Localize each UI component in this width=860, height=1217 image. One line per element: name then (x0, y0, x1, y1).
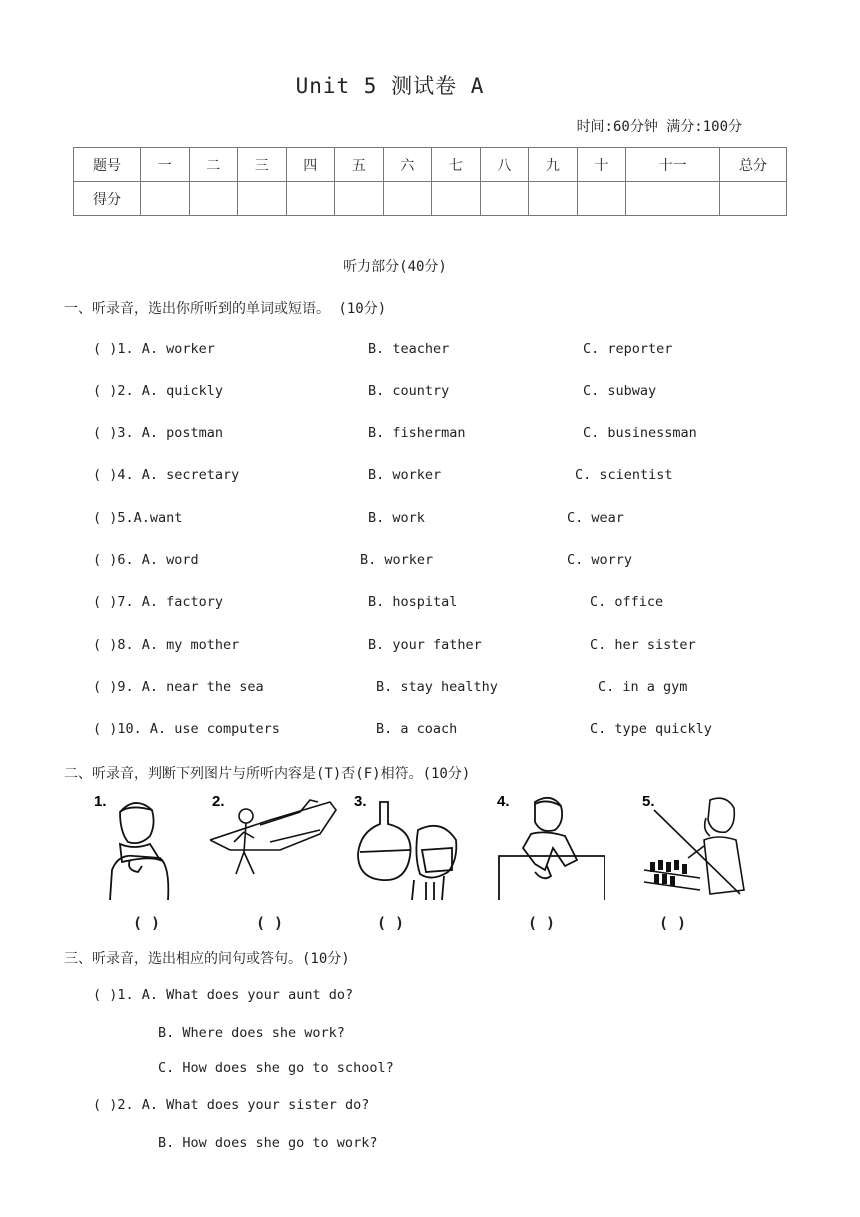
table-cell: 总分 (720, 148, 787, 182)
question-3-option-b[interactable]: B. fisherman (368, 425, 466, 441)
score-table-header-row (74, 148, 787, 182)
score-input-cell[interactable] (238, 182, 287, 216)
table-cell: 题号 (74, 148, 141, 182)
question-4-option-b[interactable]: B. worker (368, 467, 442, 483)
picture-1-answer-paren[interactable]: ( ) (133, 914, 161, 932)
time-and-score-info: 时间:60分钟 满分:100分 (576, 119, 742, 135)
score-table-score-row (74, 182, 787, 216)
section3-question-1-option-b[interactable]: B. Where does she work? (158, 1025, 345, 1041)
question-6-option-a[interactable]: ( )6. A. word (93, 552, 199, 568)
question-7-option-b[interactable]: B. hospital (368, 594, 458, 610)
question-5-option-c[interactable]: C. wear (567, 510, 624, 526)
factory-worker-icon (495, 790, 605, 905)
table-cell: 十 (577, 148, 626, 182)
picture-4-answer-paren[interactable]: ( ) (528, 914, 556, 932)
table-cell: 六 (383, 148, 432, 182)
section3-question-1-option-c[interactable]: C. How does she go to school? (158, 1060, 394, 1076)
question-4-option-a[interactable]: ( )4. A. secretary (93, 467, 240, 483)
question-8-option-a[interactable]: ( )8. A. my mother (93, 637, 240, 653)
question-4-option-c[interactable]: C. scientist (575, 467, 673, 483)
question-6-option-b[interactable]: B. worker (360, 552, 434, 568)
question-9-option-a[interactable]: ( )9. A. near the sea (93, 679, 264, 695)
score-input-cell[interactable] (141, 182, 190, 216)
question-2-option-a[interactable]: ( )2. A. quickly (93, 383, 224, 399)
section3-question-2-option-a[interactable]: ( )2. A. What does your sister do? (93, 1097, 370, 1113)
picture-1-number: 1. (94, 793, 107, 810)
pilot-and-airplane-icon (210, 790, 340, 905)
table-cell: 五 (335, 148, 384, 182)
bottling-worker-icon (640, 790, 750, 905)
section3-heading: 三、听录音，选出相应的问句或答句。(10分) (64, 951, 350, 967)
table-cell: 三 (238, 148, 287, 182)
question-7-option-a[interactable]: ( )7. A. factory (93, 594, 224, 610)
table-cell: 二 (189, 148, 238, 182)
question-8-option-b[interactable]: B. your father (368, 637, 482, 653)
question-3-option-a[interactable]: ( )3. A. postman (93, 425, 224, 441)
table-cell: 得分 (74, 182, 141, 216)
score-input-cell[interactable] (626, 182, 720, 216)
picture-2-answer-paren[interactable]: ( ) (256, 914, 284, 932)
question-7-option-c[interactable]: C. office (590, 594, 664, 610)
listening-heading: 听力部分(40分) (343, 259, 447, 275)
question-10-option-b[interactable]: B. a coach (376, 721, 458, 737)
score-table (73, 147, 787, 216)
table-cell: 一 (141, 148, 190, 182)
picture-4-number: 4. (497, 793, 510, 810)
score-input-cell[interactable] (432, 182, 481, 216)
picture-3-answer-paren[interactable]: ( ) (377, 914, 405, 932)
question-5-option-a[interactable]: ( )5.A.want (93, 510, 183, 526)
question-1-option-a[interactable]: ( )1. A. worker (93, 341, 215, 357)
score-input-cell[interactable] (335, 182, 384, 216)
table-cell: 四 (286, 148, 335, 182)
page-title: Unit 5 测试卷 A (295, 74, 485, 98)
question-2-option-c[interactable]: C. subway (583, 383, 657, 399)
question-1-option-c[interactable]: C. reporter (583, 341, 673, 357)
scientist-with-flask-icon (352, 790, 462, 905)
score-input-cell[interactable] (577, 182, 626, 216)
score-input-cell[interactable] (480, 182, 529, 216)
table-cell: 七 (432, 148, 481, 182)
score-input-cell[interactable] (529, 182, 578, 216)
score-input-cell[interactable] (189, 182, 238, 216)
picture-2-number: 2. (212, 793, 225, 810)
question-1-option-b[interactable]: B. teacher (368, 341, 450, 357)
question-9-option-c[interactable]: C. in a gym (598, 679, 688, 695)
picture-5-number: 5. (642, 793, 655, 810)
question-5-option-b[interactable]: B. work (368, 510, 425, 526)
score-input-cell[interactable] (286, 182, 335, 216)
section1-heading: 一、听录音，选出你所听到的单词或短语。 (10分) (64, 301, 387, 317)
score-input-cell[interactable] (383, 182, 432, 216)
question-2-option-b[interactable]: B. country (368, 383, 450, 399)
picture-row (90, 790, 750, 905)
score-input-cell[interactable] (720, 182, 787, 216)
question-10-option-a[interactable]: ( )10. A. use computers (93, 721, 280, 737)
section3-question-1-option-a[interactable]: ( )1. A. What does your aunt do? (93, 987, 354, 1003)
table-cell: 八 (480, 148, 529, 182)
picture-3-number: 3. (354, 793, 367, 810)
section2-heading: 二、听录音，判断下列图片与所听内容是(T)否(F)相符。(10分) (64, 766, 471, 782)
question-10-option-c[interactable]: C. type quickly (590, 721, 712, 737)
picture-5-answer-paren[interactable]: ( ) (659, 914, 687, 932)
question-6-option-c[interactable]: C. worry (567, 552, 633, 568)
table-cell: 十一 (626, 148, 720, 182)
table-cell: 九 (529, 148, 578, 182)
question-9-option-b[interactable]: B. stay healthy (376, 679, 498, 695)
section3-question-2-option-b[interactable]: B. How does she go to work? (158, 1135, 378, 1151)
man-with-scarf-icon (90, 790, 200, 905)
question-3-option-c[interactable]: C. businessman (583, 425, 697, 441)
question-8-option-c[interactable]: C. her sister (590, 637, 696, 653)
